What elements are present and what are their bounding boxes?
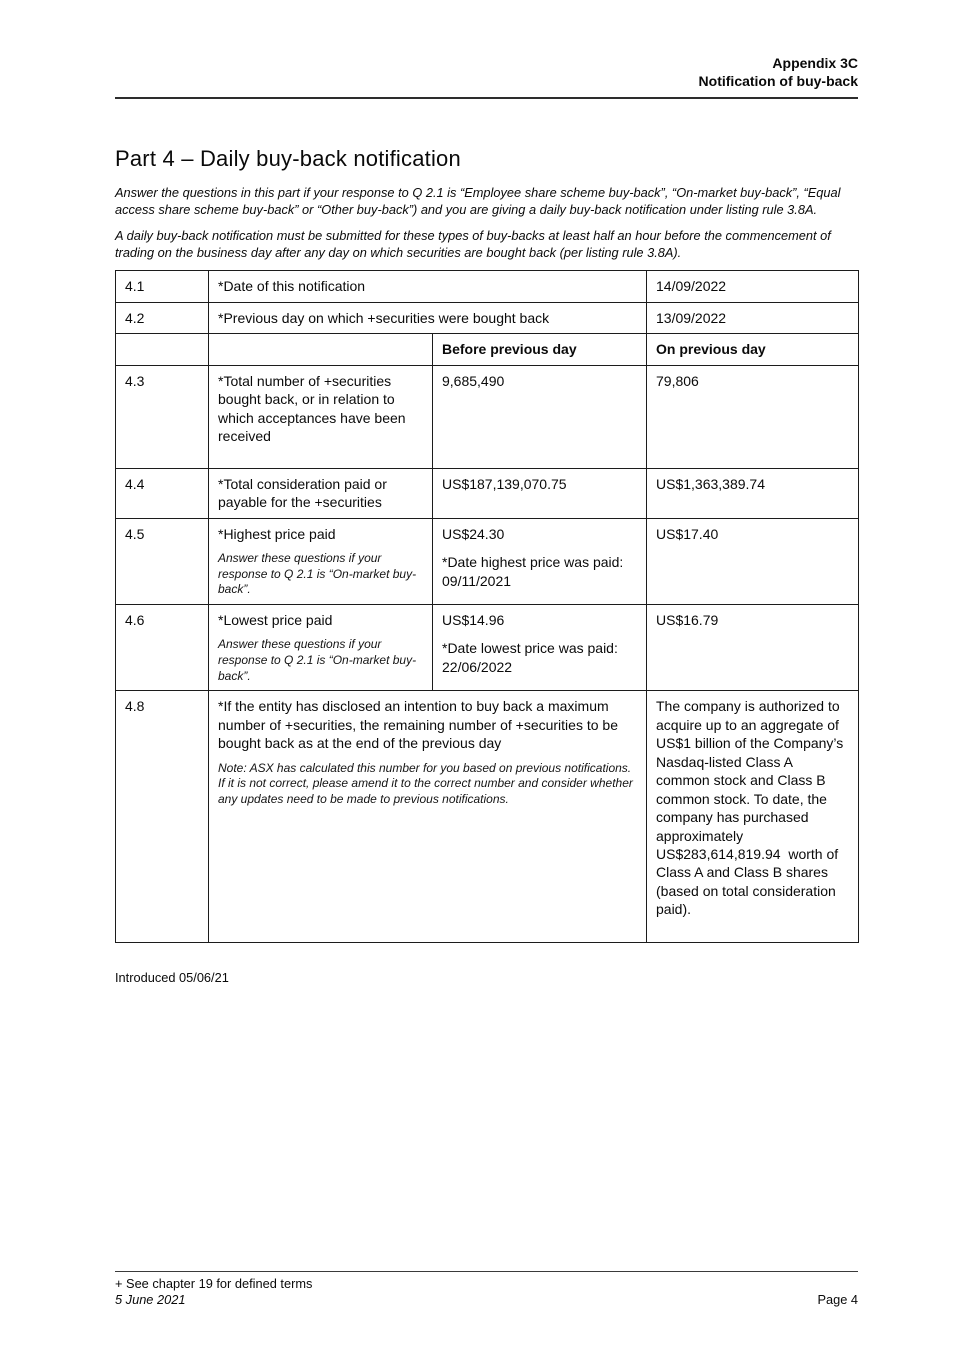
row-4-5-number: 4.5 — [116, 518, 209, 604]
table-row-4-1 — [116, 271, 859, 302]
row-4-6-before-date: *Date lowest price was paid: 22/06/2022 — [442, 640, 618, 675]
table-row-4-4 — [116, 468, 859, 518]
row-4-3-on-value: 79,806 — [647, 365, 859, 468]
row-4-3-label: *Total number of +securities bought back, or in relation to which acceptances have been received — [209, 365, 433, 468]
page-footer — [115, 1271, 858, 1309]
row-4-5-label: *Highest price paid — [218, 525, 336, 542]
header-empty-cell-1 — [116, 334, 209, 365]
document-header — [115, 0, 858, 99]
row-4-5-before-date: *Date highest price was paid: 09/11/2021 — [442, 554, 624, 589]
row-4-6-number: 4.6 — [116, 604, 209, 690]
row-4-2-label: *Previous day on which +securities were bought back — [209, 302, 647, 333]
page-title: Part 4 – Daily buy-back notification — [115, 145, 461, 171]
row-4-3-number: 4.3 — [116, 365, 209, 468]
row-4-6-label-cell — [209, 604, 433, 690]
row-4-3-before-value: 9,685,490 — [433, 365, 647, 468]
intro-paragraph-1: Answer the questions in this part if your response to Q 2.1 is “Employee share scheme buy-back”, “On-market buy-back”, “Equal access share scheme buy-back” or “Other buy-back”) and you are giving a daily buy-back notification under listing rule 3.8A. — [115, 184, 841, 218]
footer-page-number: Page 4 — [817, 1292, 858, 1308]
row-4-6-before-value: US$14.96 — [442, 611, 505, 628]
row-4-5-before-value: US$24.30 — [442, 525, 505, 542]
row-4-6-before-cell — [433, 604, 647, 690]
table-column-header-row — [116, 334, 859, 365]
row-4-1-label: *Date of this notification — [209, 271, 647, 302]
row-4-5-label-cell — [209, 518, 433, 604]
footer-defined-terms: + See chapter 19 for defined terms — [115, 1276, 313, 1291]
row-4-8-note: Note: ASX has calculated this number for you based on previous notifications. If it is not correct, please amend it to the correct number and consider whether any updates need to be made to previous notifications. — [218, 760, 633, 806]
row-4-2-value: 13/09/2022 — [647, 302, 859, 333]
header-appendix-label: Appendix 3C — [772, 55, 858, 71]
table-row-4-6 — [116, 604, 859, 690]
table-row-4-3 — [116, 365, 859, 468]
row-4-6-on-value: US$16.79 — [647, 604, 859, 690]
row-4-4-number: 4.4 — [116, 468, 209, 518]
column-header-before-previous-day: Before previous day — [433, 334, 647, 365]
row-4-6-label: *Lowest price paid — [218, 611, 333, 628]
header-empty-cell-2 — [209, 334, 433, 365]
table-row-4-2 — [116, 302, 859, 333]
row-4-8-label-cell — [209, 691, 647, 943]
row-4-5-on-value: US$17.40 — [647, 518, 859, 604]
table-row-4-8 — [116, 691, 859, 943]
row-4-8-label: *If the entity has disclosed an intention to buy back a maximum number of +securities, the remaining number of +securities to be bought back as at the end of the previous day — [218, 698, 618, 752]
intro-paragraph-2: A daily buy-back notification must be submitted for these types of buy-backs at least half an hour before the commencement of trading on the business day after any day on which securities are bought back (per listing rule 3.8A). — [115, 227, 831, 260]
header-subtitle: Notification of buy-back — [698, 72, 858, 89]
buyback-notification-table — [115, 270, 859, 943]
column-header-on-previous-day: On previous day — [647, 334, 859, 365]
row-4-8-number: 4.8 — [116, 691, 209, 943]
row-4-1-number: 4.1 — [116, 271, 209, 302]
row-4-6-note: Answer these questions if your response to Q 2.1 is “On-market buy-back”. — [218, 637, 417, 683]
footer-date: 5 June 2021 — [115, 1292, 186, 1308]
row-4-1-value: 14/09/2022 — [647, 271, 859, 302]
row-4-4-before-value: US$187,139,070.75 — [433, 468, 647, 518]
table-row-4-5 — [116, 518, 859, 604]
page-content — [115, 0, 858, 985]
row-4-5-before-cell — [433, 518, 647, 604]
introduced-note: Introduced 05/06/21 — [115, 970, 229, 986]
footer-left — [115, 1276, 312, 1309]
footer-row — [115, 1276, 858, 1309]
row-4-8-value: The company is authorized to acquire up to an aggregate of US$1 billion of the Company’s Nasdaq-listed Class A common stock and Class B common stock. To date, the company has purchased approximately US$283,614,819.94 worth of Class A and Class B shares (based on total consideration paid). — [647, 691, 859, 943]
row-4-5-note: Answer these questions if your response to Q 2.1 is “On-market buy-back”. — [218, 551, 417, 597]
row-4-4-label: *Total consideration paid or payable for the +securities — [209, 468, 433, 518]
row-4-4-on-value: US$1,363,389.74 — [647, 468, 859, 518]
row-4-2-number: 4.2 — [116, 302, 209, 333]
